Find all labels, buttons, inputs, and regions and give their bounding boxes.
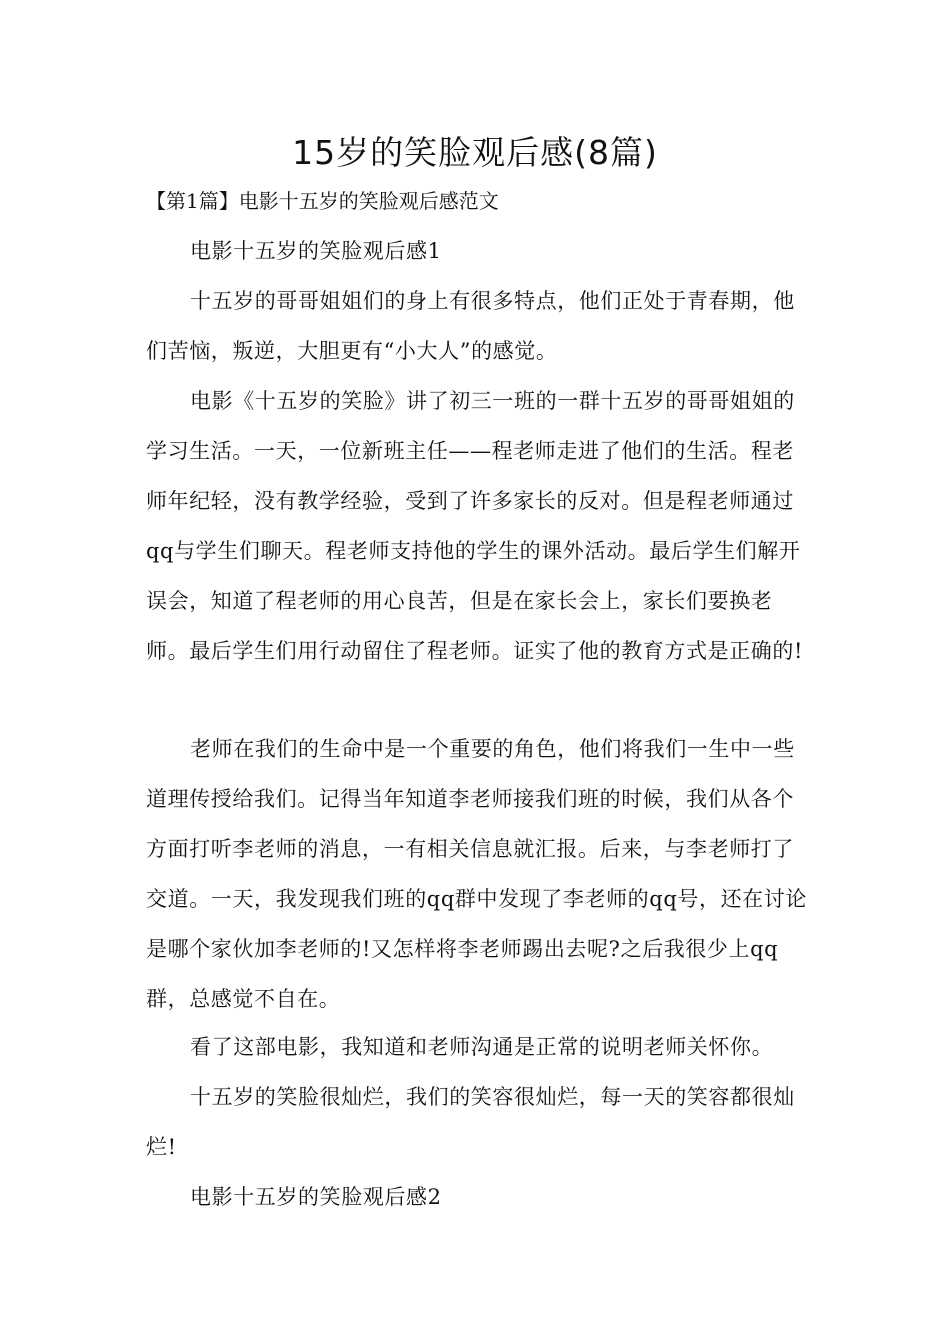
body-paragraph: 看了这部电影，我知道和老师沟通是正常的说明老师关怀你。: [190, 1035, 774, 1059]
body-paragraph: 老师在我们的生命中是一个重要的角色，他们将我们一生中一些道理传授给我们。记得当年知道李老师接我们班的时候，我们从各个方面打听李老师的消息，一有相关信息就汇报。后来，与李老师打了交道。一天，我发现我们班的qq群中发现了李老师的qq号，还在讨论是哪个家伙加李老师的!又怎样将李老师踢出去呢?之后我很少上qq群，总感觉不自在。: [146, 737, 807, 1011]
subheading-paragraph: 电影十五岁的笑脸观后感1: [190, 239, 442, 263]
body-paragraph: 十五岁的笑脸很灿烂，我们的笑容很灿烂，每一天的笑容都很灿烂!: [146, 1085, 795, 1159]
subheading-paragraph: 电影十五岁的笑脸观后感2: [190, 1185, 442, 1209]
section-heading: 【第1篇】电影十五岁的笑脸观后感范文: [146, 189, 499, 213]
body-paragraph: 十五岁的哥哥姐姐们的身上有很多特点，他们正处于青春期，他们苦恼，叛逆，大胆更有“小大人”的感觉。: [146, 289, 795, 363]
document-title: 15岁的笑脸观后感(8篇): [292, 133, 658, 172]
body-paragraph: 电影《十五岁的笑脸》讲了初三一班的一群十五岁的哥哥姐姐的学习生活。一天，一位新班主任——程老师走进了他们的生活。程老师年纪轻，没有教学经验，受到了许多家长的反对。但是程老师通过qq与学生们聊天。程老师支持他的学生的课外活动。最后学生们解开误会，知道了程老师的用心良苦，但是在家长会上，家长们要换老师。最后学生们用行动留住了程老师。证实了他的教育方式是正确的!: [146, 389, 804, 663]
